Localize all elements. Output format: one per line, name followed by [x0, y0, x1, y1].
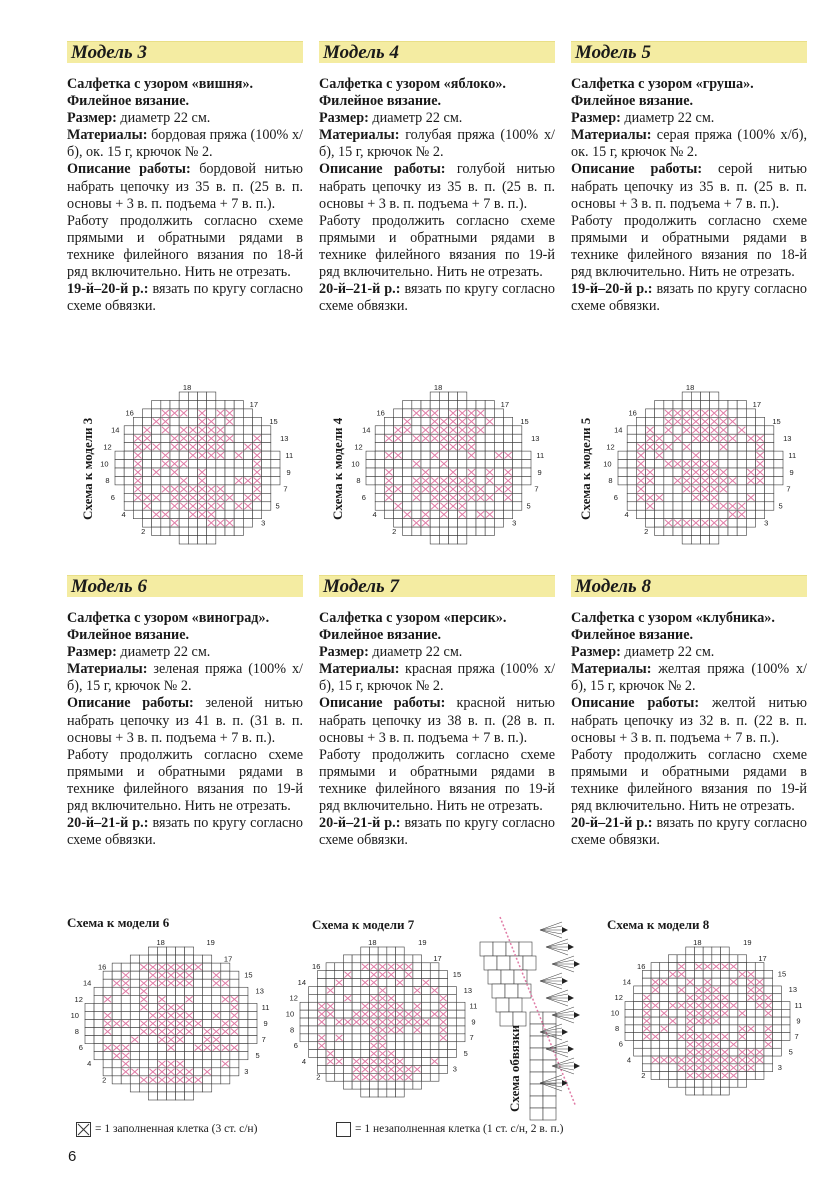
- chart-model-8: [610, 938, 803, 1095]
- model-6-text: [67, 610, 303, 849]
- svg-text:18: 18: [182, 383, 192, 392]
- svg-text:3: 3: [764, 518, 769, 528]
- model-3-name: Салфетка с узором «вишня».: [67, 76, 254, 92]
- svg-text:15: 15: [777, 969, 787, 979]
- model-7-cont: Работу продолжить согласно схеме прямыми и обратными рядами в технике филейного вязания по 19-й ряд включительно. Нить не отрезать.: [319, 746, 555, 815]
- model-4-size-label: Размер:: [319, 110, 369, 127]
- model-7-materials: красная пряжа (100% х/б), 15 г, крючок № 2.: [319, 661, 556, 695]
- model-5-tech: Филейное вязание.: [571, 93, 694, 110]
- model-5-text: [571, 76, 807, 315]
- svg-text:15: 15: [520, 417, 529, 427]
- svg-text:18: 18: [693, 938, 702, 947]
- model-4-tech: Филейное вязание.: [319, 93, 442, 110]
- svg-text:8: 8: [356, 476, 361, 486]
- model-4-materials: голубая пряжа (100% х/б), 15 г, крючок № 2.: [319, 127, 555, 161]
- model-3-column: [67, 41, 303, 315]
- chart-model-6-grid: [70, 938, 270, 1100]
- svg-text:19: 19: [206, 938, 215, 947]
- svg-text:5: 5: [275, 501, 280, 511]
- svg-text:7: 7: [794, 1031, 799, 1041]
- model-3-desc-label: Описание работы:: [67, 161, 191, 178]
- svg-text:17: 17: [249, 400, 259, 410]
- model-6-size-label: Размер:: [67, 644, 117, 661]
- model-7-materials-label: Материалы:: [319, 661, 400, 678]
- model-7-text: [319, 610, 555, 849]
- model-7-desc: красной нитью набрать цепочку из 38 в. п. (28 в. п. основы + 3 в. п. подъема + 7 в. п.).: [319, 695, 555, 746]
- model-8-tech: Филейное вязание.: [571, 627, 694, 644]
- svg-text:17: 17: [223, 954, 233, 964]
- model-6-title: Модель 6: [67, 575, 303, 597]
- svg-text:9: 9: [263, 1018, 268, 1028]
- svg-text:12: 12: [354, 442, 363, 452]
- svg-text:15: 15: [772, 417, 781, 427]
- chart-model-7: [285, 938, 478, 1097]
- empty-cell-icon: [336, 1122, 351, 1137]
- model-4-size: диаметр 22 см.: [372, 110, 463, 127]
- svg-text:10: 10: [70, 1010, 79, 1020]
- edging-scheme: [470, 912, 600, 1122]
- svg-text:13: 13: [463, 985, 473, 995]
- svg-text:4: 4: [624, 509, 629, 519]
- svg-text:6: 6: [618, 1039, 623, 1049]
- svg-text:7: 7: [469, 1033, 474, 1043]
- model-7-final-label: 20-й–21-й р.:: [319, 815, 401, 832]
- svg-text:2: 2: [644, 526, 649, 536]
- model-4-desc-label: Описание работы:: [319, 161, 446, 178]
- svg-text:12: 12: [614, 992, 623, 1002]
- chart-7-label: Схема к модели 7: [312, 917, 415, 932]
- model-7-size: диаметр 22 см.: [372, 644, 463, 661]
- model-7-name: Салфетка с узором «персик».: [319, 610, 507, 626]
- svg-text:11: 11: [285, 450, 294, 460]
- model-3-title: Модель 3: [67, 41, 303, 63]
- svg-text:19: 19: [418, 938, 427, 947]
- model-3-final-label: 19-й–20-й р.:: [67, 281, 149, 298]
- model-8-cont: Работу продолжить согласно схеме прямыми и обратными рядами в технике филейного вязания по 19-й ряд включительно. Нить не отрезать.: [571, 746, 807, 815]
- svg-text:10: 10: [603, 459, 612, 469]
- svg-text:15: 15: [244, 970, 253, 980]
- model-4-materials-label: Материалы:: [319, 127, 400, 144]
- svg-text:15: 15: [452, 970, 462, 979]
- svg-text:16: 16: [125, 408, 134, 418]
- model-5-name: Салфетка с узором «груша».: [571, 76, 754, 92]
- model-3-size: диаметр 22 см.: [120, 110, 211, 127]
- svg-text:7: 7: [261, 1035, 266, 1045]
- svg-text:4: 4: [301, 1056, 307, 1066]
- legend-filled-text: = 1 заполненная клетка (3 ст. с/н): [95, 1123, 258, 1136]
- edging-scheme-diagram: [470, 912, 600, 1122]
- model-7-tech: Филейное вязание.: [319, 627, 442, 644]
- edging-label: Схема обвязки: [507, 1025, 522, 1112]
- model-5-cont: Работу продолжить согласно схеме прямыми и обратными рядами в технике филейного вязания по 18-й ряд включительно. Нить не отрезать.: [571, 212, 807, 281]
- svg-text:13: 13: [255, 986, 264, 996]
- page-number: 6: [68, 1148, 77, 1165]
- model-6-materials: зеленая пряжа (100% х/б), 15 г, крючок № 2.: [67, 661, 303, 695]
- svg-text:3: 3: [777, 1063, 782, 1073]
- svg-text:14: 14: [83, 978, 92, 988]
- chart-model-3-grid: [100, 383, 294, 544]
- model-6-final-label: 20-й–21-й р.:: [67, 815, 149, 832]
- svg-text:14: 14: [614, 425, 623, 435]
- model-7-size-label: Размер:: [319, 644, 369, 661]
- model-5-column: [571, 41, 807, 315]
- chart-model-8-grid: [610, 938, 803, 1095]
- svg-text:17: 17: [433, 954, 442, 964]
- svg-text:9: 9: [537, 467, 542, 477]
- chart-model-4: [351, 383, 545, 544]
- svg-text:11: 11: [469, 1001, 478, 1011]
- chart-model-5-grid: [603, 383, 797, 544]
- svg-text:10: 10: [285, 1009, 295, 1019]
- model-3-materials-label: Материалы:: [67, 127, 148, 144]
- chart-8-label: Схема к модели 8: [607, 917, 710, 932]
- model-8-materials-label: Материалы:: [571, 661, 652, 678]
- svg-text:2: 2: [102, 1075, 107, 1085]
- svg-text:15: 15: [269, 417, 278, 427]
- model-3-tech: Филейное вязание.: [67, 93, 190, 110]
- svg-text:2: 2: [641, 1070, 646, 1080]
- chart-model-6: [70, 938, 270, 1100]
- svg-text:17: 17: [758, 954, 767, 964]
- model-4-title: Модель 4: [319, 41, 555, 63]
- chart-model-5: [603, 383, 797, 544]
- svg-text:9: 9: [796, 1016, 801, 1026]
- svg-text:10: 10: [610, 1008, 620, 1018]
- chart-model-7-grid: [285, 938, 478, 1097]
- svg-text:6: 6: [613, 493, 618, 503]
- model-5-final: вязать по кругу согласно схеме обвязки.: [571, 281, 808, 315]
- svg-text:18: 18: [156, 938, 165, 947]
- svg-text:16: 16: [97, 962, 107, 972]
- svg-text:3: 3: [261, 518, 266, 528]
- filled-cell-icon: [76, 1122, 91, 1137]
- model-4-text: [319, 76, 555, 315]
- svg-text:8: 8: [614, 1024, 620, 1034]
- svg-text:19: 19: [743, 938, 752, 947]
- svg-text:17: 17: [752, 400, 762, 410]
- svg-text:11: 11: [261, 1002, 270, 1012]
- svg-text:8: 8: [608, 476, 613, 486]
- model-5-materials-label: Материалы:: [571, 127, 652, 144]
- svg-text:9: 9: [471, 1017, 476, 1027]
- model-6-cont: Работу продолжить согласно схеме прямыми и обратными рядами в технике филейного вязания по 19-й ряд включительно. Нить не отрезать.: [67, 746, 303, 815]
- legend-empty-text: = 1 незаполненная клетка (1 ст. с/н, 2 в. п.): [355, 1123, 564, 1136]
- svg-text:18: 18: [433, 383, 443, 392]
- svg-text:9: 9: [286, 467, 291, 477]
- model-4-desc: голубой нитью набрать цепочку из 35 в. п. (25 в. п. основы + 3 в. п. подъема + 7 в. п.).: [319, 161, 556, 212]
- svg-text:9: 9: [789, 467, 794, 477]
- model-7-final: вязать по кругу согласно схеме обвязки.: [319, 815, 556, 849]
- svg-text:2: 2: [392, 526, 397, 536]
- svg-text:2: 2: [316, 1072, 321, 1082]
- chart-model-3: [100, 383, 294, 544]
- svg-text:6: 6: [110, 493, 115, 503]
- svg-text:8: 8: [74, 1026, 79, 1036]
- svg-text:3: 3: [512, 518, 517, 528]
- svg-text:14: 14: [111, 425, 120, 435]
- svg-text:11: 11: [788, 450, 797, 460]
- model-5-title: Модель 5: [571, 41, 807, 63]
- svg-text:5: 5: [778, 501, 783, 511]
- svg-text:6: 6: [293, 1041, 298, 1051]
- model-8-final: вязать по кругу согласно схеме обвязки.: [571, 815, 808, 849]
- svg-text:10: 10: [351, 459, 360, 469]
- model-7-title: Модель 7: [319, 575, 555, 597]
- model-7-desc-label: Описание работы:: [319, 695, 446, 712]
- svg-text:7: 7: [283, 484, 288, 494]
- legend-filled: [76, 1122, 257, 1137]
- svg-text:6: 6: [361, 493, 366, 503]
- svg-text:3: 3: [244, 1067, 249, 1077]
- svg-text:5: 5: [788, 1047, 793, 1057]
- model-3-materials: бордовая пряжа (100% х/б), ок. 15 г, крючок № 2.: [67, 127, 304, 161]
- model-5-final-label: 19-й–20-й р.:: [571, 281, 653, 298]
- svg-text:6: 6: [78, 1043, 83, 1053]
- svg-text:18: 18: [685, 383, 695, 392]
- svg-text:12: 12: [103, 442, 112, 452]
- model-5-materials: серая пряжа (100% х/б), ок. 15 г, крючок № 2.: [571, 127, 807, 161]
- model-4-final-label: 20-й–21-й р.:: [319, 281, 401, 298]
- svg-text:17: 17: [500, 400, 510, 410]
- model-8-size: диаметр 22 см.: [624, 644, 715, 661]
- svg-text:16: 16: [628, 408, 637, 418]
- svg-text:16: 16: [376, 408, 385, 418]
- svg-text:12: 12: [74, 994, 83, 1004]
- svg-text:11: 11: [536, 450, 545, 460]
- svg-text:3: 3: [452, 1064, 457, 1074]
- model-3-text: [67, 76, 303, 315]
- chart-model-4-grid: [351, 383, 545, 544]
- model-3-final: вязать по кругу согласно схеме обвязки.: [67, 281, 304, 315]
- svg-text:2: 2: [141, 526, 146, 536]
- svg-text:13: 13: [783, 433, 792, 443]
- chart-5-label: Схема к модели 5: [578, 417, 593, 520]
- svg-text:10: 10: [100, 459, 109, 469]
- svg-text:16: 16: [637, 961, 646, 971]
- model-5-size-label: Размер:: [571, 110, 621, 127]
- svg-text:7: 7: [534, 484, 539, 494]
- model-6-size: диаметр 22 см.: [120, 644, 211, 661]
- chart-6-label: Схема к модели 6: [67, 915, 170, 930]
- model-5-desc: серой нитью набрать цепочку из 35 в. п. (25 в. п. основы + 3 в. п. подъема + 7 в. п.).: [571, 161, 807, 212]
- svg-text:5: 5: [255, 1051, 260, 1061]
- svg-text:14: 14: [362, 425, 371, 435]
- model-8-title: Модель 8: [571, 575, 807, 597]
- model-8-size-label: Размер:: [571, 644, 621, 661]
- svg-text:16: 16: [312, 962, 321, 972]
- model-8-desc-label: Описание работы:: [571, 695, 700, 712]
- svg-text:5: 5: [526, 501, 531, 511]
- svg-text:5: 5: [463, 1048, 468, 1058]
- model-6-materials-label: Материалы:: [67, 661, 148, 678]
- chart-4-label: Схема к модели 4: [330, 417, 345, 520]
- model-5-desc-label: Описание работы:: [571, 161, 703, 178]
- model-6-name: Салфетка с узором «виноград».: [67, 610, 270, 626]
- model-6-desc: зеленой нитью набрать цепочку из 41 в. п. (31 в. п. основы + 3 в. п. подъема + 7 в. п.).: [67, 695, 304, 746]
- svg-text:7: 7: [786, 484, 791, 494]
- legend-empty: [336, 1122, 563, 1137]
- svg-text:4: 4: [121, 509, 126, 519]
- chart-3-label: Схема к модели 3: [80, 417, 95, 520]
- svg-text:13: 13: [531, 433, 540, 443]
- model-4-name: Салфетка с узором «яблоко».: [319, 76, 506, 92]
- svg-text:8: 8: [289, 1025, 295, 1035]
- model-6-desc-label: Описание работы:: [67, 695, 194, 712]
- svg-text:8: 8: [105, 476, 110, 486]
- svg-text:12: 12: [606, 442, 615, 452]
- svg-text:4: 4: [626, 1055, 632, 1065]
- model-8-column: [571, 575, 807, 849]
- model-4-cont: Работу продолжить согласно схеме прямыми и обратными рядами в технике филейного вязания по 19-й ряд включительно. Нить не отрезать.: [319, 212, 555, 281]
- model-6-final: вязать по кругу согласно схеме обвязки.: [67, 815, 304, 849]
- model-8-text: [571, 610, 807, 849]
- svg-text:11: 11: [794, 1000, 803, 1010]
- model-5-size: диаметр 22 см.: [624, 110, 715, 127]
- model-6-column: [67, 575, 303, 849]
- model-3-desc: бордовой нитью набрать цепочку из 35 в. п. (25 в. п. основы + 3 в. п. подъема + 7 в. п.).: [67, 161, 303, 212]
- svg-text:13: 13: [788, 985, 798, 995]
- svg-text:12: 12: [289, 993, 298, 1003]
- model-6-tech: Филейное вязание.: [67, 627, 190, 644]
- svg-text:4: 4: [87, 1059, 92, 1069]
- svg-text:4: 4: [372, 509, 377, 519]
- model-8-desc: желтой нитью набрать цепочку из 32 в. п. (22 в. п. основы + 3 в. п. подъема + 7 в. п.).: [571, 695, 807, 746]
- model-3-size-label: Размер:: [67, 110, 117, 127]
- model-7-column: [319, 575, 555, 849]
- model-8-final-label: 20-й–21-й р.:: [571, 815, 653, 832]
- model-8-materials: желтая пряжа (100% х/б), 15 г, крючок № 2.: [571, 661, 807, 695]
- svg-text:13: 13: [280, 433, 289, 443]
- svg-text:14: 14: [622, 977, 632, 987]
- model-4-column: [319, 41, 555, 315]
- svg-text:18: 18: [368, 938, 377, 947]
- model-8-name: Салфетка с узором «клубника».: [571, 610, 775, 626]
- model-3-cont: Работу продолжить согласно схеме прямыми и обратными рядами в технике филейного вязания по 18-й ряд включительно. Нить не отрезать.: [67, 212, 303, 281]
- svg-text:14: 14: [297, 977, 307, 987]
- model-4-final: вязать по кругу согласно схеме обвязки.: [319, 281, 556, 315]
